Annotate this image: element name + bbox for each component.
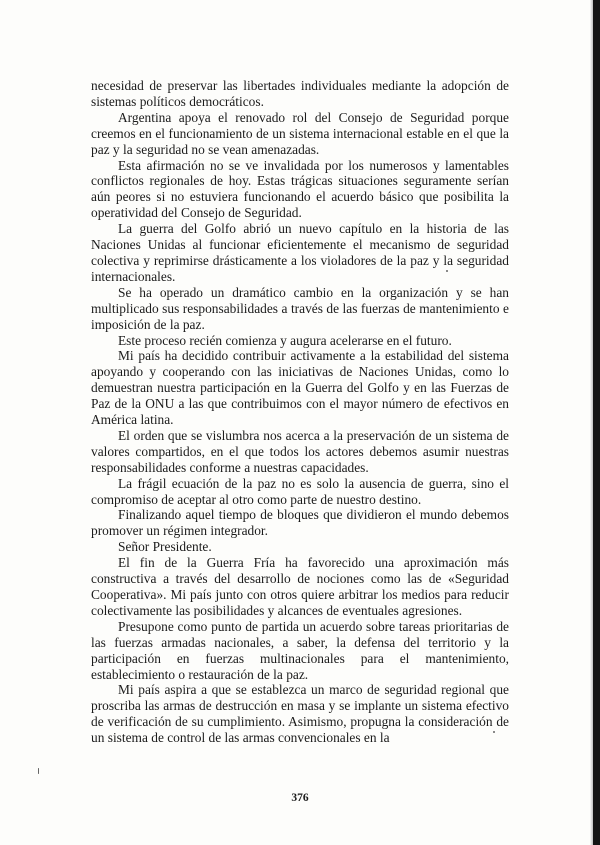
- body-paragraph: Señor Presidente.: [118, 539, 212, 555]
- body-paragraph: Esta afirmación no se ve invalidada por los numerosos y lamentables conflictos regionales de hoy. Estas trágicas situaciones seguramente serían aún peores si no estuviera funcionando el acuerdo básico que posibilita la operatividad del Consejo de Seguridad.: [91, 157, 509, 221]
- body-paragraph: Argentina apoya el renovado rol del Consejo de Seguridad porque creemos en el funcionamiento de un sistema internacional estable en el que la paz y la seguridad no se vean amenazadas.: [91, 109, 509, 157]
- body-paragraph: Mi país ha decidido contribuir activamente a la estabilidad del sistema apoyando y cooperando con las iniciativas de Naciones Unidas, como lo demuestran nuestra participación en la Guerra del Golfo y en las Fuerzas de Paz de la ONU a las que contribuimos con el mayor número de efectivos en América latina.: [91, 348, 509, 428]
- body-paragraph: Este proceso recién comienza y augura acelerarse en el futuro.: [118, 332, 452, 348]
- body-paragraph: La frágil ecuación de la paz no es solo la ausencia de guerra, sino el compromiso de aceptar al otro como parte de nuestro destino.: [91, 475, 509, 507]
- scan-speck: [38, 768, 39, 774]
- body-paragraph: Mi país aspira a que se establezca un marco de seguridad regional que proscriba las armas de destrucción en masa y se implante un sistema efectivo de verificación de su cumplimiento. Asimismo, propugna la consideración de un sistema de control de las armas convencionales en la: [91, 682, 509, 746]
- body-text: [91, 78, 509, 746]
- body-paragraph: necesidad de preservar las libertades individuales mediante la adopción de sistemas políticos democráticos.: [91, 78, 509, 109]
- body-paragraph: Presupone como punto de partida un acuerdo sobre tareas prioritarias de las fuerzas armadas nacionales, a saber, la defensa del territorio y la participación en fuerzas multinacionales para el mantenimiento, establecimiento o restauración de la paz.: [91, 618, 509, 682]
- body-paragraph: El orden que se vislumbra nos acerca a la preservación de un sistema de valores compartidos, en el que todos los actores debemos asumir nuestras responsabilidades conforme a nuestras capacidades.: [91, 427, 509, 475]
- body-paragraph: La guerra del Golfo abrió un nuevo capítulo en la historia de las Naciones Unidas al funcionar eficientemente el mecanismo de seguridad colectiva y reprimirse drásticamente a los violadores de la paz y la seguridad internacionales.: [91, 221, 509, 284]
- body-paragraph: Se ha operado un dramático cambio en la organización y se han multiplicado sus responsabilidades a través de las fuerzas de mantenimiento e imposición de la paz.: [91, 284, 509, 332]
- scan-speck: [493, 731, 495, 733]
- scan-speck: [446, 270, 448, 272]
- page-number: 376: [291, 792, 309, 804]
- body-paragraph: El fin de la Guerra Fría ha favorecido una aproximación más constructiva a través del desarrollo de nociones como las de «Seguridad Cooperativa». Mi país junto con otros quiere arbitrar los medios para reducir colectivamente las posibilidades y alcances de eventuales agresiones.: [91, 555, 509, 618]
- page-spine-edge: [593, 0, 600, 845]
- body-paragraph: Finalizando aquel tiempo de bloques que dividieron el mundo debemos promover un régimen integrador.: [91, 507, 509, 539]
